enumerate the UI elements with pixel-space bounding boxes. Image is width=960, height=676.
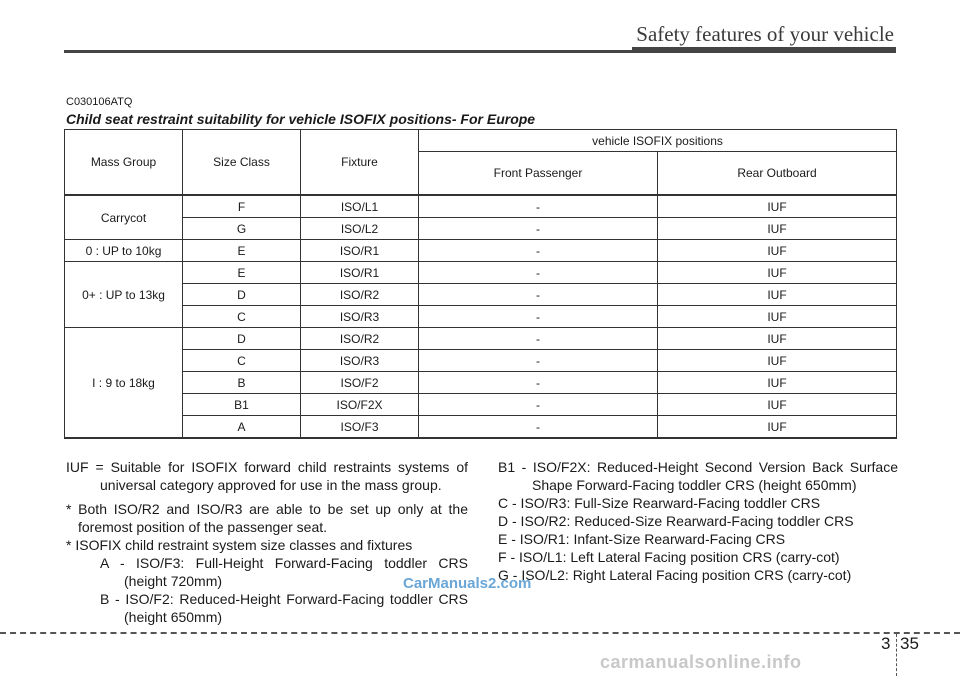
rear-outboard-cell: IUF bbox=[658, 195, 897, 218]
header-fixture: Fixture bbox=[301, 130, 419, 196]
table-row bbox=[65, 416, 897, 439]
fixture-cell: ISO/L2 bbox=[301, 218, 419, 240]
fixture-cell: ISO/R3 bbox=[301, 350, 419, 372]
size-class-d-definition: D - ISO/R2: Reduced-Size Rearward-Facing toddler CRS bbox=[498, 513, 854, 529]
front-passenger-cell: - bbox=[419, 262, 658, 284]
rear-outboard-cell: IUF bbox=[658, 218, 897, 240]
rear-outboard-cell: IUF bbox=[658, 328, 897, 350]
header-rule-accent bbox=[632, 47, 896, 53]
rear-outboard-cell: IUF bbox=[658, 240, 897, 262]
rear-outboard-cell: IUF bbox=[658, 416, 897, 439]
footer-rule bbox=[0, 632, 960, 634]
notes-right-column bbox=[498, 458, 898, 584]
fixture-cell: ISO/F3 bbox=[301, 416, 419, 439]
header-mass-group: Mass Group bbox=[65, 130, 183, 196]
fixture-cell: ISO/R2 bbox=[301, 284, 419, 306]
table-row bbox=[65, 350, 897, 372]
size-class-cell: C bbox=[183, 350, 301, 372]
front-passenger-cell: - bbox=[419, 350, 658, 372]
rear-outboard-cell: IUF bbox=[658, 262, 897, 284]
notes-left-column bbox=[66, 458, 468, 626]
isofix-suitability-table bbox=[64, 129, 897, 439]
size-class-a-definition: A - ISO/F3: Full-Height Forward-Facing toddler CRS (height 720mm) bbox=[100, 555, 468, 589]
mass-group-cell: I : 9 to 18kg bbox=[65, 328, 183, 439]
site-logo: carmanualsonline.info bbox=[600, 652, 802, 672]
table-title: Child seat restraint suitability for vehicle ISOFIX positions- For Europe bbox=[66, 111, 536, 127]
size-class-b1-definition: B1 - ISO/F2X: Reduced-Height Second Version Back Surface Shape Forward-Facing toddler CRS (height 650mm) bbox=[498, 459, 898, 493]
fixture-cell: ISO/F2X bbox=[301, 394, 419, 416]
header-front-passenger: Front Passenger bbox=[419, 152, 658, 196]
header-isofix-positions: vehicle ISOFIX positions bbox=[419, 130, 897, 152]
header-size-class: Size Class bbox=[183, 130, 301, 196]
fixture-cell: ISO/R1 bbox=[301, 262, 419, 284]
fixture-cell: ISO/F2 bbox=[301, 372, 419, 394]
mass-group-cell: 0+ : UP to 13kg bbox=[65, 262, 183, 328]
size-class-c-definition: C - ISO/R3: Full-Size Rearward-Facing toddler CRS bbox=[498, 495, 821, 511]
front-passenger-cell: - bbox=[419, 284, 658, 306]
size-class-b-definition: B - ISO/F2: Reduced-Height Forward-Facing toddler CRS (height 650mm) bbox=[100, 591, 468, 625]
size-class-cell: B1 bbox=[183, 394, 301, 416]
fixture-cell: ISO/R2 bbox=[301, 328, 419, 350]
header-rear-outboard: Rear Outboard bbox=[658, 152, 897, 196]
table-row bbox=[65, 328, 897, 350]
front-passenger-cell: - bbox=[419, 195, 658, 218]
table-row bbox=[65, 306, 897, 328]
fixture-cell: ISO/R3 bbox=[301, 306, 419, 328]
size-class-cell: F bbox=[183, 195, 301, 218]
note-size-classes-heading: * ISOFIX child restraint system size classes and fixtures bbox=[66, 537, 413, 553]
rear-outboard-cell: IUF bbox=[658, 284, 897, 306]
front-passenger-cell: - bbox=[419, 416, 658, 439]
table-row bbox=[65, 240, 897, 262]
size-class-cell: D bbox=[183, 328, 301, 350]
rear-outboard-cell: IUF bbox=[658, 306, 897, 328]
mass-group-cell: 0 : UP to 10kg bbox=[65, 240, 183, 262]
size-class-g-definition: G - ISO/L2: Right Lateral Facing position CRS (carry-cot) bbox=[498, 567, 852, 583]
fixture-cell: ISO/R1 bbox=[301, 240, 419, 262]
front-passenger-cell: - bbox=[419, 394, 658, 416]
rear-outboard-cell: IUF bbox=[658, 350, 897, 372]
front-passenger-cell: - bbox=[419, 372, 658, 394]
size-class-cell: D bbox=[183, 284, 301, 306]
size-class-e-definition: E - ISO/R1: Infant-Size Rearward-Facing CRS bbox=[498, 531, 786, 547]
iuf-definition: IUF = Suitable for ISOFIX forward child restraints systems of universal category approved for use in the mass group. bbox=[66, 459, 468, 493]
table-row bbox=[65, 394, 897, 416]
size-class-cell: A bbox=[183, 416, 301, 439]
fixture-cell: ISO/L1 bbox=[301, 195, 419, 218]
table-row bbox=[65, 262, 897, 284]
section-title: Safety features of your vehicle bbox=[636, 22, 894, 46]
watermark: CarManuals2.com bbox=[403, 575, 532, 592]
front-passenger-cell: - bbox=[419, 218, 658, 240]
size-class-cell: B bbox=[183, 372, 301, 394]
page-number: 35 bbox=[900, 634, 919, 653]
front-passenger-cell: - bbox=[419, 306, 658, 328]
size-class-f-definition: F - ISO/L1: Left Lateral Facing position CRS (carry-cot) bbox=[498, 549, 840, 565]
note-r2-r3: * Both ISO/R2 and ISO/R3 are able to be set up only at the foremost position of the passenger seat. bbox=[66, 501, 468, 535]
size-class-cell: G bbox=[183, 218, 301, 240]
front-passenger-cell: - bbox=[419, 240, 658, 262]
page-divider bbox=[896, 634, 897, 676]
chapter-number: 3 bbox=[881, 634, 891, 653]
front-passenger-cell: - bbox=[419, 328, 658, 350]
section-code: C030106ATQ bbox=[66, 96, 133, 108]
table-row bbox=[65, 218, 897, 240]
size-class-cell: E bbox=[183, 262, 301, 284]
rear-outboard-cell: IUF bbox=[658, 372, 897, 394]
table-row bbox=[65, 284, 897, 306]
table-row bbox=[65, 372, 897, 394]
size-class-cell: E bbox=[183, 240, 301, 262]
rear-outboard-cell: IUF bbox=[658, 394, 897, 416]
mass-group-cell: Carrycot bbox=[65, 195, 183, 240]
table-row bbox=[65, 195, 897, 218]
size-class-cell: C bbox=[183, 306, 301, 328]
